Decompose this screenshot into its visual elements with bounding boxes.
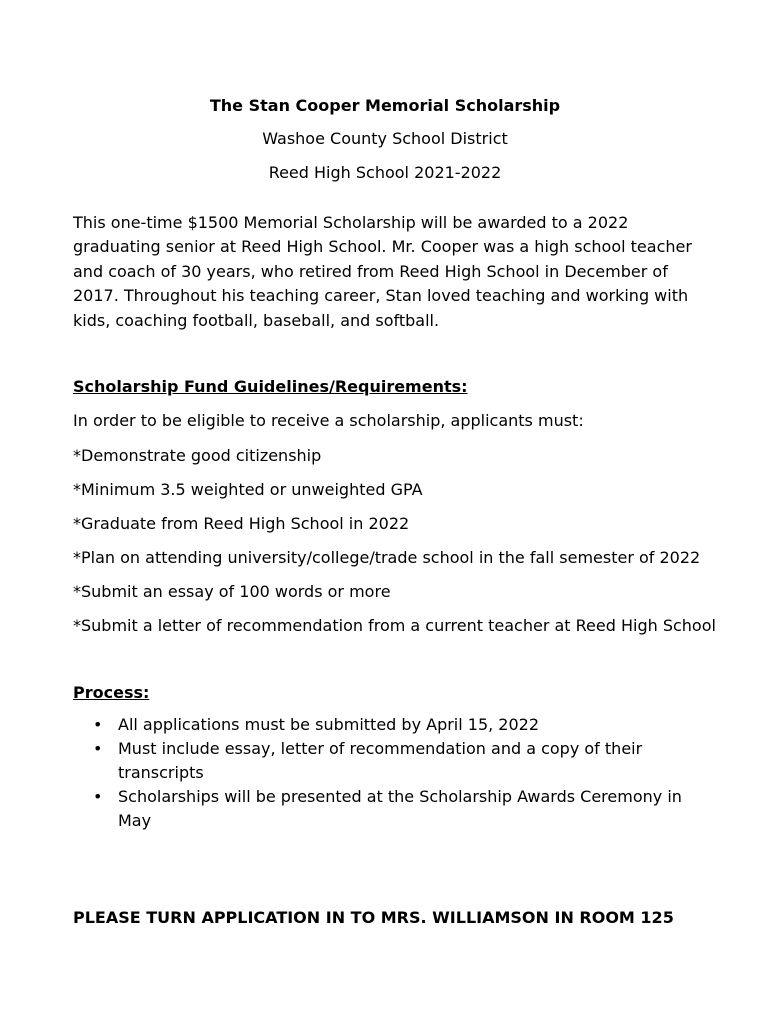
requirement-item: *Demonstrate good citizenship bbox=[73, 446, 322, 465]
district-name: Washoe County School District bbox=[262, 129, 508, 148]
process-item bbox=[73, 713, 693, 737]
document-title: The Stan Cooper Memorial Scholarship bbox=[209, 96, 561, 115]
process-item bbox=[73, 785, 693, 833]
bullet-icon: • bbox=[93, 787, 103, 806]
intro-paragraph: This one-time $1500 Memorial Scholarship will be awarded to a 2022 graduating senior at Reed High School. Mr. Cooper was a high school teacher and coach of 30 years, who retired from Reed High School in December of 2017. Throughout his teaching career, Stan loved teaching and working with kids, coaching football, baseball, and softball. bbox=[73, 213, 692, 330]
process-item-text: Scholarships will be presented at the Scholarship Awards Ceremony in May bbox=[118, 787, 682, 830]
school-year: Reed High School 2021-2022 bbox=[268, 163, 502, 182]
submission-instruction: PLEASE TURN APPLICATION IN TO MRS. WILLIAMSON IN ROOM 125 bbox=[73, 908, 674, 927]
requirement-item: *Graduate from Reed High School in 2022 bbox=[73, 514, 410, 533]
guidelines-heading: Scholarship Fund Guidelines/Requirements: bbox=[73, 377, 468, 396]
requirement-item: *Submit an essay of 100 words or more bbox=[73, 582, 391, 601]
requirement-item: *Plan on attending university/college/trade school in the fall semester of 2022 bbox=[73, 548, 701, 567]
process-item-text: All applications must be submitted by April 15, 2022 bbox=[118, 715, 540, 734]
process-item-text: Must include essay, letter of recommendation and a copy of their transcripts bbox=[118, 739, 643, 782]
process-list bbox=[73, 713, 693, 833]
guidelines-lead: In order to be eligible to receive a scholarship, applicants must: bbox=[73, 411, 584, 430]
process-heading: Process: bbox=[73, 683, 150, 702]
requirement-item: *Minimum 3.5 weighted or unweighted GPA bbox=[73, 480, 423, 499]
process-item bbox=[73, 737, 693, 785]
bullet-icon: • bbox=[93, 739, 103, 758]
bullet-icon: • bbox=[93, 715, 103, 734]
requirement-item: *Submit a letter of recommendation from a current teacher at Reed High School bbox=[73, 616, 716, 635]
